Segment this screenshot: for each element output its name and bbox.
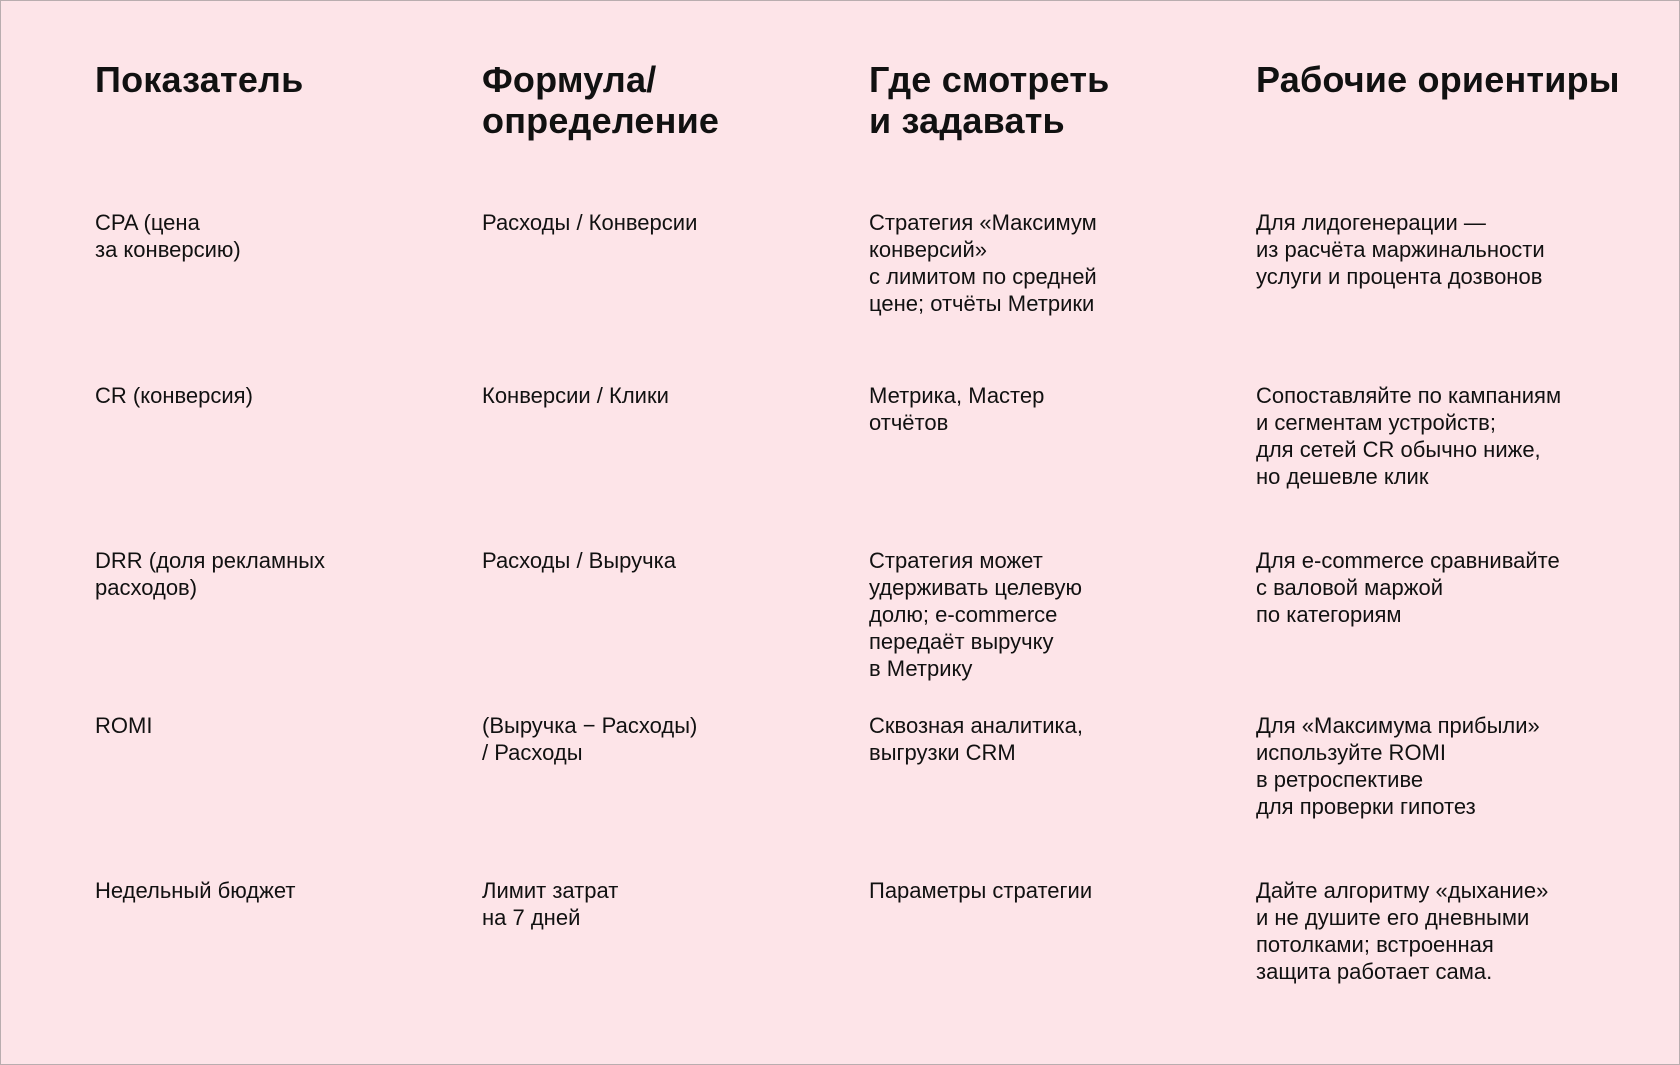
cell-guidelines: Дайте алгоритму «дыхание» и не душите его дневными потолками; встроенная защита работает сама. bbox=[1256, 878, 1549, 984]
cell-metric: ROMI bbox=[95, 713, 153, 738]
cell-where: Параметры стратегии bbox=[869, 878, 1093, 903]
header-metric: Показатель bbox=[95, 59, 304, 100]
cell-metric: DRR (доля рекламных расходов) bbox=[95, 548, 326, 600]
cell-metric: CPA (цена за конверсию) bbox=[95, 210, 241, 262]
header-formula: Формула/ определение bbox=[482, 59, 720, 141]
cell-guidelines: Сопоставляйте по кампаниям и сегментам устройств; для сетей CR обычно ниже, но дешевле клик bbox=[1256, 383, 1562, 489]
cell-guidelines: Для лидогенерации — из расчёта маржинальности услуги и процента дозвонов bbox=[1256, 210, 1545, 289]
cell-formula: (Выручка − Расходы) / Расходы bbox=[482, 713, 698, 765]
cell-where: Стратегия «Максимум конверсий» с лимитом по средней цене; отчёты Метрики bbox=[869, 210, 1097, 316]
cell-guidelines: Для e-commerce сравнивайте с валовой маржой по категориям bbox=[1256, 548, 1560, 627]
header-guidelines: Рабочие ориентиры bbox=[1256, 59, 1620, 100]
cell-metric: CR (конверсия) bbox=[95, 383, 253, 408]
header-where: Где смотреть и задавать bbox=[869, 59, 1110, 141]
cell-guidelines: Для «Максимума прибыли» используйте ROMI в ретроспективе для проверки гипотез bbox=[1256, 713, 1540, 819]
cell-where: Метрика, Мастер отчётов bbox=[869, 383, 1045, 435]
cell-metric: Недельный бюджет bbox=[95, 878, 296, 903]
cell-where: Сквозная аналитика, выгрузки CRM bbox=[869, 713, 1084, 765]
cell-formula: Конверсии / Клики bbox=[482, 383, 669, 408]
cell-formula: Расходы / Выручка bbox=[482, 548, 676, 573]
cell-where: Стратегия может удерживать целевую долю; e-commerce передаёт выручку в Метрику bbox=[869, 548, 1083, 681]
cell-formula: Лимит затрат на 7 дней bbox=[482, 878, 619, 930]
cell-formula: Расходы / Конверсии bbox=[482, 210, 698, 235]
